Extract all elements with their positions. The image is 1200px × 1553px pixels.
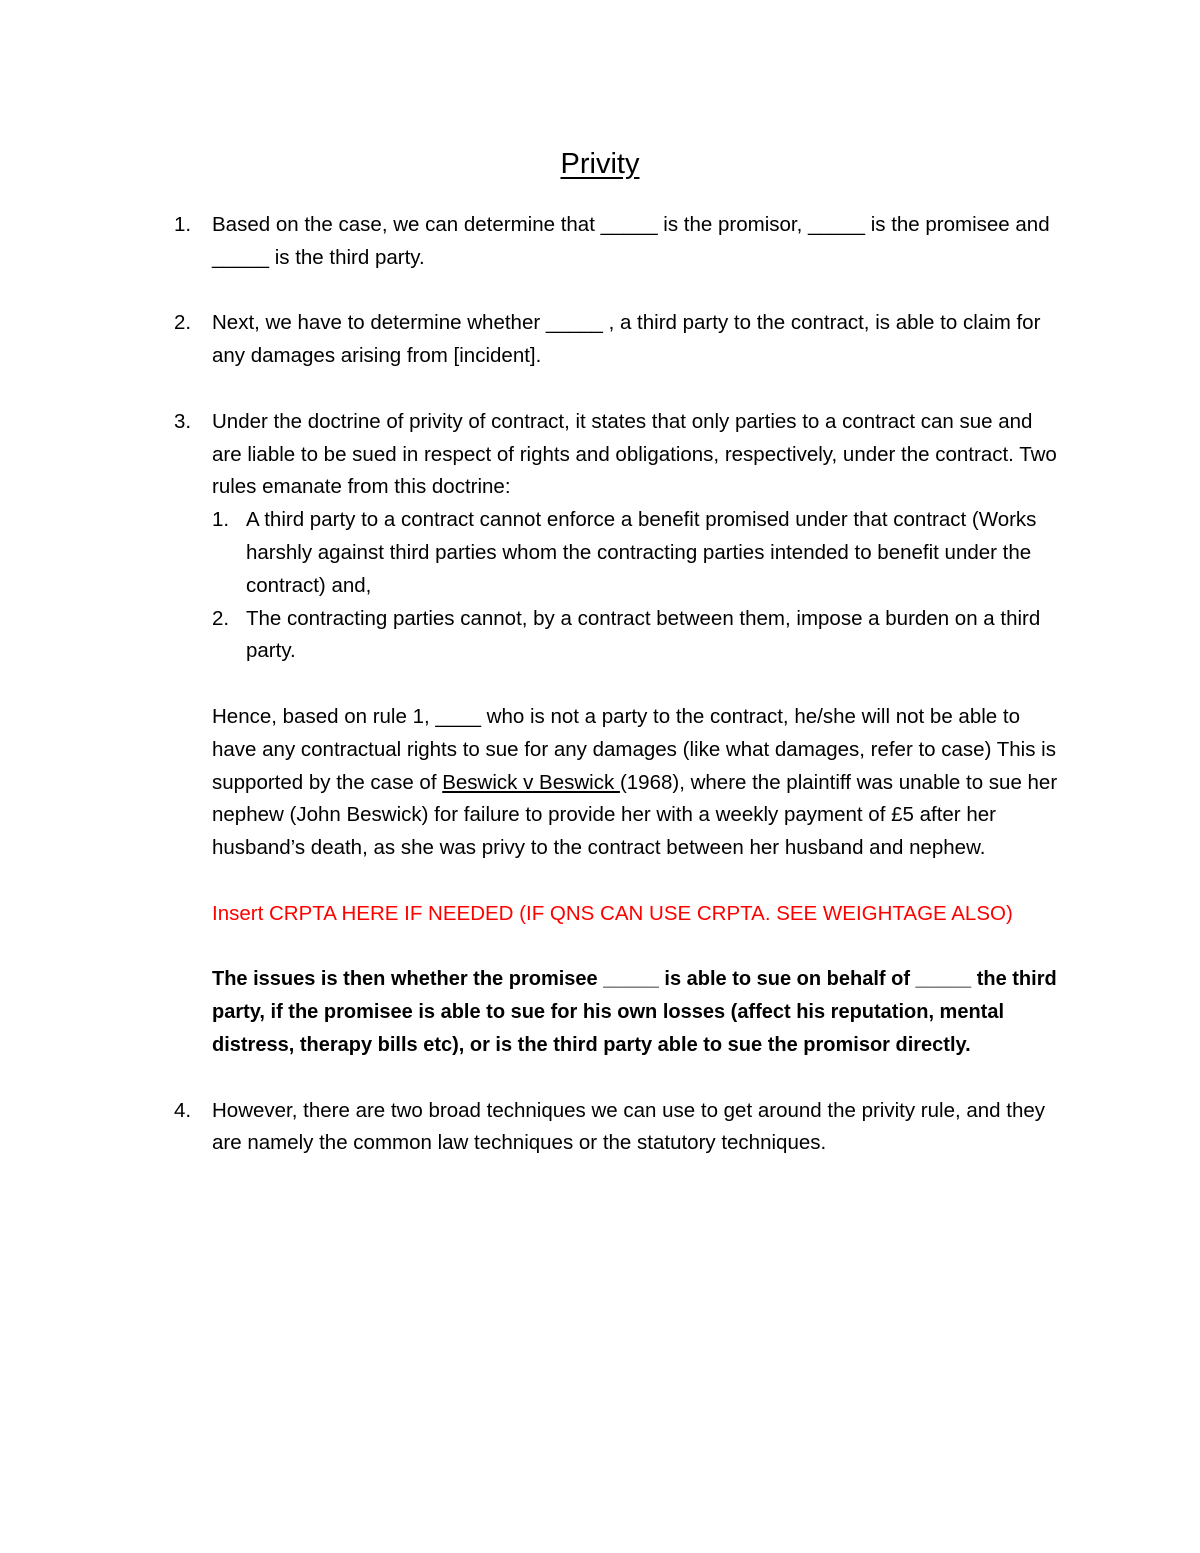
document-body: [174, 209, 1062, 1160]
hence-paragraph: [212, 701, 1062, 865]
list-number: 4.: [174, 1098, 192, 1122]
hence-text-after: (1968), where the plaintiff was unable to sue her nephew (John Beswick) for failure to provide her with a weekly payment of £5 after her husband’s death, as she was privy to the contract between her husband and nephew.: [212, 770, 1058, 860]
list-item-text: Based on the case, we can determine that _____ is the promisor, _____ is the promisee and _____ is the third party.: [212, 213, 1050, 269]
list-item-1: [174, 209, 1062, 275]
list-item-text: However, there are two broad techniques we can use to get around the privity rule, and they are namely the common law techniques or the statutory techniques.: [212, 1098, 1046, 1155]
rule-number: 1.: [212, 508, 230, 532]
list-item-text: Next, we have to determine whether _____ , a third party to the contract, is able to claim for any damages arising from [incident].: [212, 311, 1041, 368]
list-item-2: [174, 307, 1062, 373]
list-item-text: Under the doctrine of privity of contract, it states that only parties to a contract can sue and are liable to be sued in respect of rights and obligations, respectively, under the contract. Two rules emanate from this doctrine:: [212, 409, 1057, 499]
list-item-4: [174, 1095, 1062, 1161]
rule-text: A third party to a contract cannot enforce a benefit promised under that contract (Works harshly against third parties whom the contracting parties intended to benefit under the contract) and,: [246, 508, 1037, 597]
rule-text: The contracting parties cannot, by a contract between them, impose a burden on a third party.: [246, 606, 1041, 663]
document-title: Privity: [560, 148, 640, 180]
case-citation: Beswick v Beswick: [442, 770, 620, 794]
red-note: Insert CRPTA HERE IF NEEDED (IF QNS CAN USE CRPTA. SEE WEIGHTAGE ALSO): [212, 901, 1013, 925]
hence-text-before: Hence, based on rule 1, ____ who is not a party to the contract, he/she will not be able to have any contractual rights to sue for any damages (like what damages, refer to case) This is supported by the case of: [212, 704, 1056, 794]
rule-item-2: [212, 603, 1062, 669]
issue-paragraph: The issues is then whether the promisee _____ is able to sue on behalf of _____ the third party, if the promisee is able to sue for his own losses (affect his reputation, mental distress, therapy bills etc), or is the third party able to sue the promisor directly.: [212, 968, 1057, 1056]
list-number: 2.: [174, 311, 192, 335]
list-number: 3.: [174, 409, 192, 433]
list-item-3: [174, 406, 1062, 1062]
list-number: 1.: [174, 213, 192, 236]
rule-item-1: [212, 504, 1062, 602]
rule-number: 2.: [212, 606, 230, 630]
